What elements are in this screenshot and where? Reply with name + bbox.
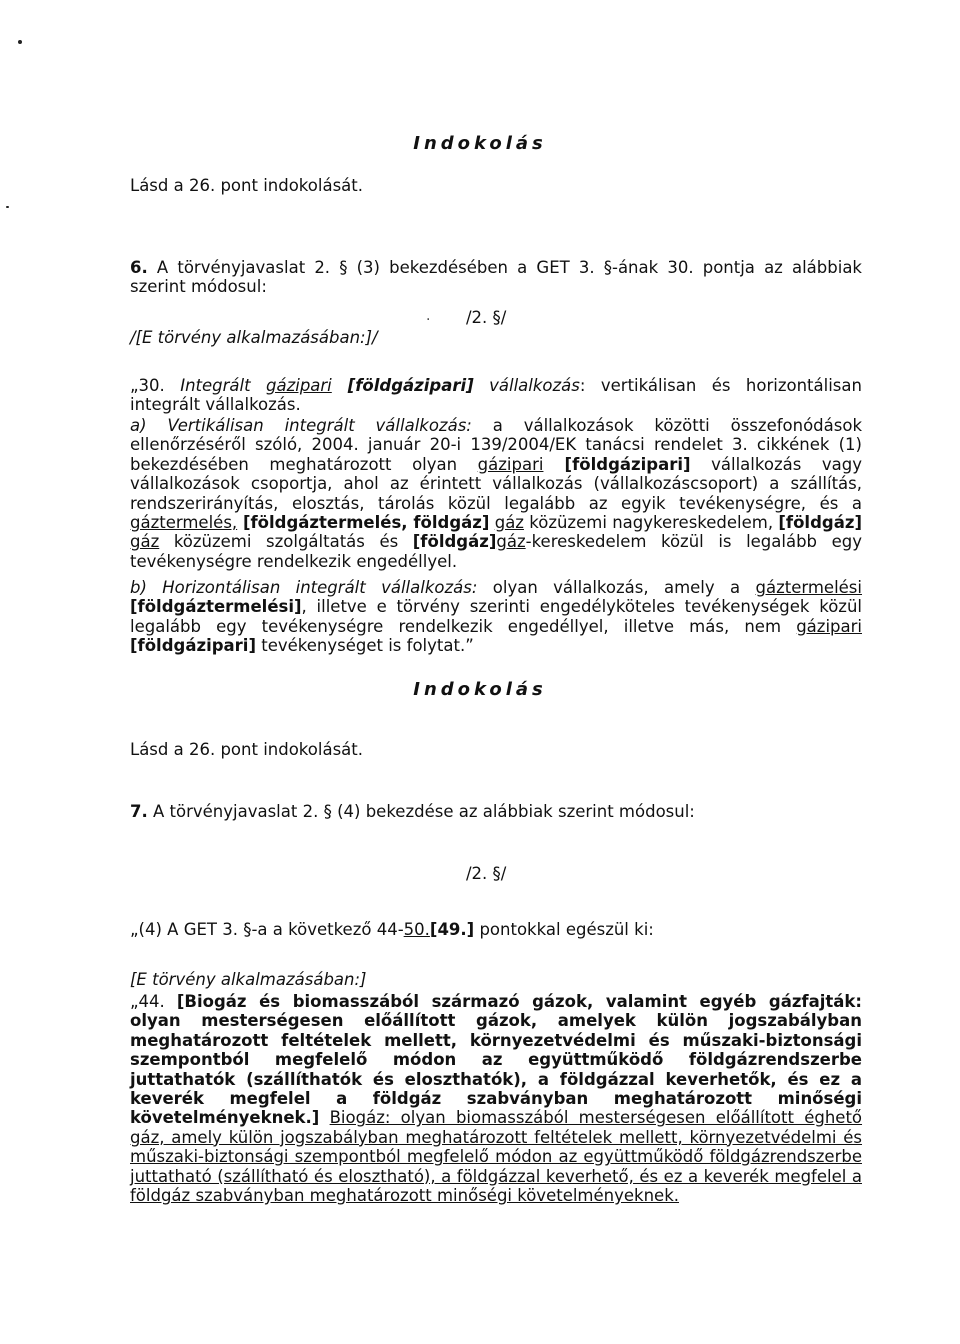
- quote-number: „30.: [130, 376, 181, 395]
- new-term: gáz: [494, 513, 524, 533]
- text-run: vállalkozás vagy vállalkozások csoportja, ahol az érintett vállalkozás (vállalkozáscsoport) a szállítás, rendszerirányítás, elosztás, tárolás közül legalább az egyik tevékenységre, és a: [130, 454, 862, 513]
- point-44: [130, 992, 862, 1205]
- section-marker: /2. §/: [466, 864, 507, 883]
- point-30-a: [130, 416, 862, 571]
- deleted-term: [földgáz]: [412, 532, 497, 552]
- text-run: közüzemi szolgáltatás és: [159, 532, 413, 552]
- amendment-intro: [130, 920, 654, 939]
- point-30: [130, 376, 862, 415]
- deleted-term: [földgázipari]: [543, 454, 691, 474]
- text-run: pontokkal egészül ki:: [474, 920, 654, 939]
- new-term: gáztermelés,: [130, 513, 238, 533]
- text-run: közüzemi nagykereskedelem,: [523, 513, 779, 533]
- text-run: tevékenységet is folytat.”: [256, 636, 474, 656]
- new-term: gázipari: [477, 454, 544, 474]
- item-number: 6.: [130, 258, 148, 277]
- subpoint-label: a) Vertikálisan integrált vállalkozás:: [130, 416, 472, 435]
- point-30-b: [130, 578, 862, 656]
- new-term: gáz: [130, 532, 160, 552]
- deleted-term: [49.]: [429, 920, 475, 939]
- item-number: 7.: [130, 802, 148, 821]
- item-instruction: A törvényjavaslat 2. § (3) bekezdésében a GET 3. §-ának 30. pontja az alábbiak szerint módosul:: [130, 258, 862, 297]
- item-7-text: [130, 802, 695, 821]
- deleted-term: [földgáztermelési]: [130, 597, 302, 617]
- heading-indokolas: Indokolás: [413, 679, 547, 700]
- text-run: a vállalkozások közötti összefonódások ellenőrzéséről szóló, 2004. január 20-i 139/2004/EK tanácsi rendelet 3. cikkének (1) bekezdésében meghatározott olyan: [130, 416, 863, 474]
- subpoint-label: b) Horizontálisan integrált vállalkozás:: [130, 578, 478, 597]
- term: Integrált: [180, 376, 266, 395]
- heading-indokolas: Indokolás: [413, 133, 547, 154]
- deleted-definition: [Biogáz és biomasszából származó gázok, valamint egyéb gázfajták: olyan mesterségesen előállított gázok, amelyek külön jogszabályban meghatározott feltételek mellett, környezetvédelmi és műszaki-biztonsági szempontból megfelelő módon az együttműködő földgázrendszerbe juttathatók (szállíthatók és eloszthatók), a földgázzal keverhetők, és ez a keverék megfelel a földgáz szabványban meghatározott minőségi követelményeknek.]: [130, 992, 862, 1128]
- new-term: 50.: [403, 920, 430, 939]
- text-run: [319, 1108, 329, 1127]
- new-term: gáztermelési: [755, 578, 862, 597]
- text-run: , illetve e törvény szerinti engedélyköteles tevékenységek közül legalább egy tevékenységre rendelkezik engedéllyel, illetve más, nem: [130, 597, 862, 636]
- deleted-term: [földgáztermelés, földgáz]: [237, 513, 490, 533]
- text-run: „(4) A GET 3. §-a a következő 44-: [130, 920, 404, 939]
- scan-dot: ·: [426, 312, 431, 328]
- quote-number: „44.: [130, 992, 177, 1011]
- text-run: -kereskedelem közül is legalább egy tevékenységre rendelkezik engedéllyel.: [130, 532, 862, 571]
- definition: : vertikálisan és horizontálisan integrált vállalkozás.: [130, 376, 862, 415]
- deleted-term: [földgáz]: [778, 513, 862, 533]
- new-term: gáz: [496, 532, 526, 552]
- new-term: gázipari: [796, 616, 862, 636]
- deleted-term: [földgázipari]: [130, 636, 257, 656]
- new-definition: Biogáz: olyan biomasszából mesterségesen előállított éghető gáz, amely külön jogszabályban meghatározott feltételek mellett, környezetvédelmi és műszaki-biztonsági szempontból megfelelő módon az együttműködő földgázrendszerbe juttatható (szállítható és elosztható), a földgázzal keverhető, és ez a keverék megfelel a földgáz szabványban meghatározott minőségi követelményeknek.: [130, 1108, 863, 1206]
- scan-speck: [6, 206, 9, 208]
- context-line: /[E törvény alkalmazásában:]/: [130, 328, 378, 347]
- text-run: olyan vállalkozás, amely a: [477, 578, 756, 597]
- new-term: gázipari: [265, 376, 332, 395]
- item-6-text: [130, 258, 862, 297]
- section-marker: /2. §/: [466, 308, 507, 327]
- scan-speck: [18, 40, 22, 44]
- reference-line: Lásd a 26. pont indokolását.: [130, 176, 363, 195]
- term: vállalkozás: [473, 376, 580, 395]
- context-line: [E törvény alkalmazásában:]: [130, 970, 367, 989]
- item-instruction: A törvényjavaslat 2. § (4) bekezdése az alábbiak szerint módosul:: [153, 802, 695, 821]
- reference-line: Lásd a 26. pont indokolását.: [130, 740, 363, 759]
- deleted-term: [földgázipari]: [331, 376, 474, 395]
